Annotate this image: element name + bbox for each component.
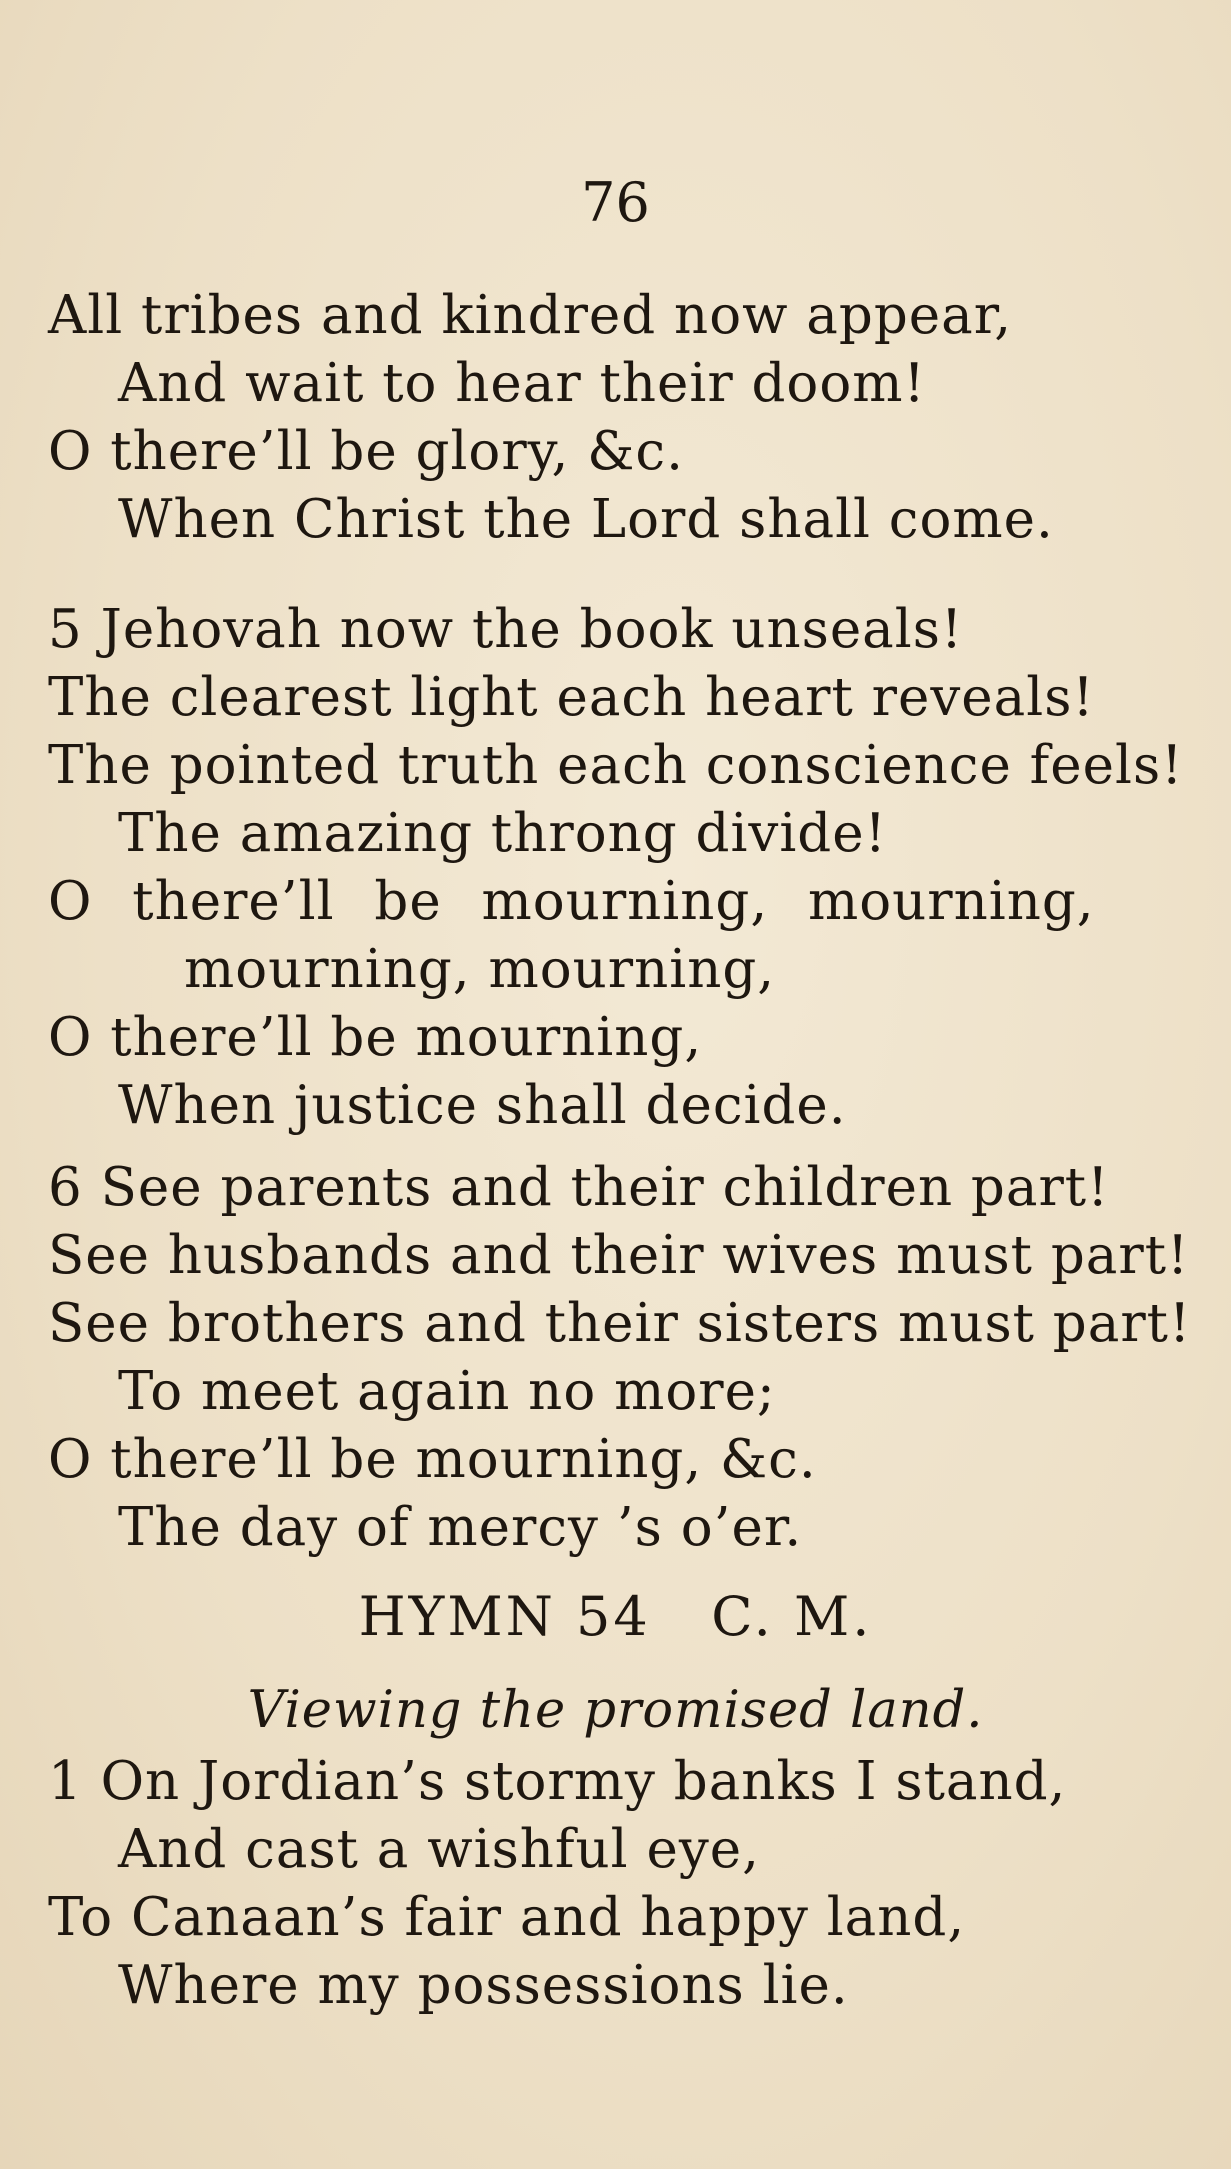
- stanza-6: [48, 1154, 1208, 1562]
- verse-line: See brothers and their sisters must part!: [48, 1293, 1192, 1354]
- verse-line: O there’ll be glory, &c.: [48, 421, 684, 482]
- verse-line: When justice shall decide.: [118, 1075, 847, 1136]
- verse-line: 5 Jehovah now the book unseals!: [48, 599, 964, 660]
- verse-line: mourning, mourning,: [184, 939, 776, 1000]
- verse-line: And wait to hear their doom!: [118, 353, 926, 414]
- verse-line: 6 See parents and their children part!: [48, 1157, 1110, 1218]
- page-number: 76: [581, 171, 650, 234]
- verse-line: O there’ll be mourning, mourning,: [48, 871, 1095, 932]
- verse-line: The pointed truth each conscience feels!: [48, 735, 1184, 796]
- verse-line: See husbands and their wives must part!: [48, 1225, 1190, 1286]
- verse-line: O there’ll be mourning,: [48, 1007, 703, 1068]
- verse-line: To meet again no more;: [118, 1361, 776, 1422]
- verse-line: The amazing throng divide!: [118, 803, 887, 864]
- verse-line: Where my possessions lie.: [118, 1955, 849, 2016]
- hymn-title: HYMN 54 C. M.: [358, 1585, 873, 1648]
- verse-line: 1 On Jordian’s stormy banks I stand,: [48, 1751, 1067, 1812]
- stanza-continued: [48, 282, 1208, 554]
- verse-line: O there’ll be mourning, &c.: [48, 1429, 817, 1490]
- verse-line: The day of mercy ’s o’er.: [118, 1497, 803, 1558]
- verse-line: All tribes and kindred now appear,: [48, 285, 1013, 346]
- verse-line: And cast a wishful eye,: [118, 1819, 760, 1880]
- stanza-5: [48, 596, 1208, 1140]
- verse-line: To Canaan’s fair and happy land,: [48, 1887, 966, 1948]
- verse-line: The clearest light each heart reveals!: [48, 667, 1095, 728]
- verse-line: When Christ the Lord shall come.: [118, 489, 1054, 550]
- stanza-1: [48, 1748, 1208, 2020]
- hymn-subtitle: Viewing the promised land.: [247, 1681, 984, 1740]
